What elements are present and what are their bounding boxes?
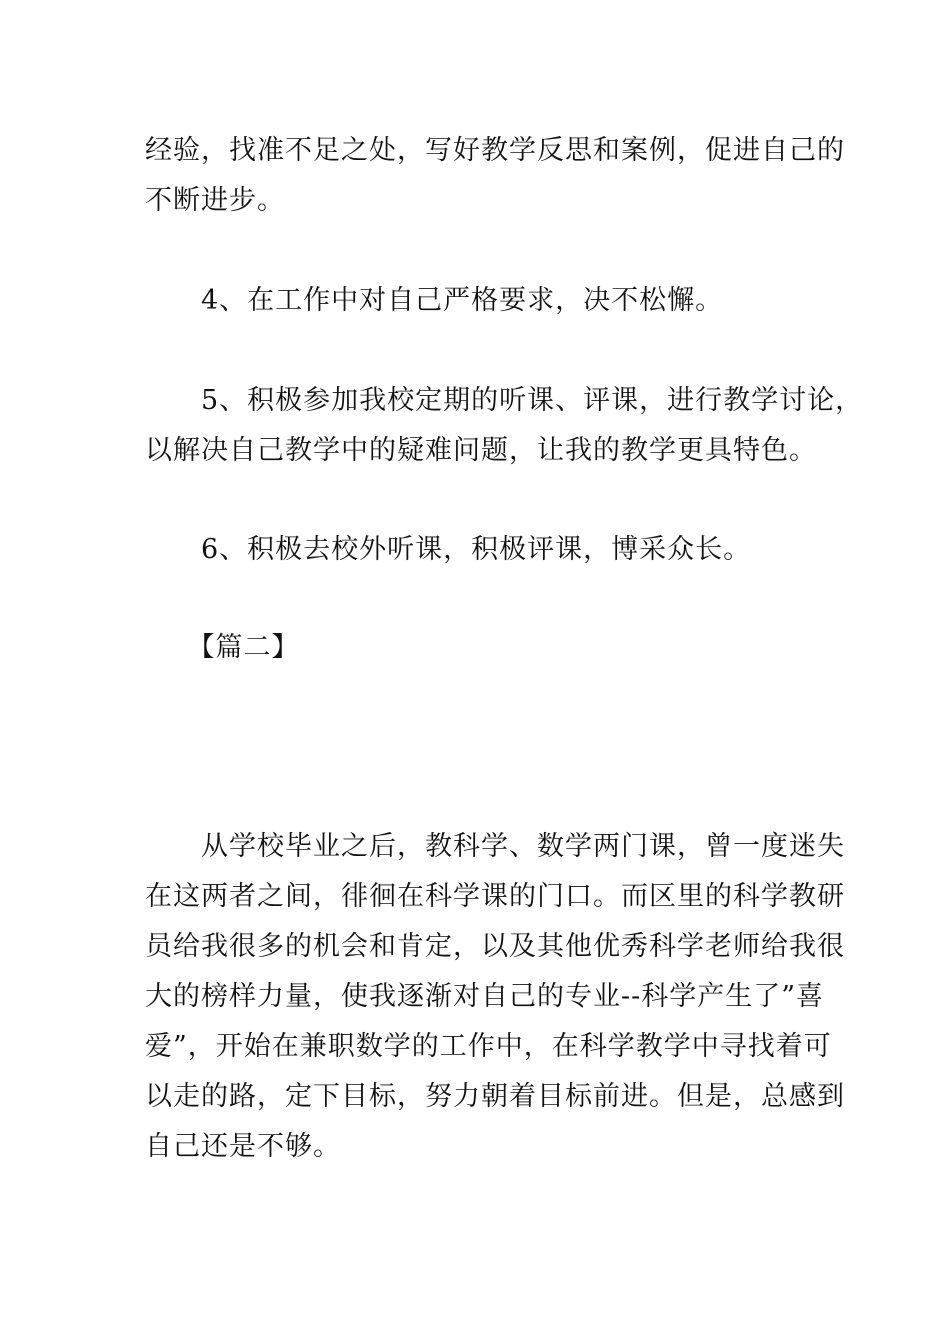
section-heading — [145, 623, 810, 673]
paragraph-reflection-continued — [145, 126, 845, 226]
paragraph-item-5 — [145, 376, 864, 476]
text-line: 爱”，开始在兼职数学的工作中，在科学教学中寻找着可 — [145, 1031, 832, 1062]
text-line: 经验，找准不足之处，写好教学反思和案例，促进自己的 — [145, 135, 845, 166]
text-line: 在这两者之间，徘徊在科学课的门口。而区里的科学教研 — [145, 881, 845, 912]
section-heading-text: 【篇二】 — [145, 632, 300, 663]
paragraph-item-6 — [145, 525, 810, 575]
paragraph-section-two-intro — [145, 822, 845, 1172]
text-line: 不断进步。 — [145, 185, 285, 216]
text-line: 以解决自己教学中的疑难问题，让我的教学更具特色。 — [145, 435, 817, 466]
paragraph-item-4 — [145, 276, 810, 326]
text-line: 自己还是不够。 — [145, 1131, 341, 1162]
text-line: 6、积极去校外听课，积极评课，博采众长。 — [145, 534, 752, 565]
text-line: 员给我很多的机会和肯定，以及其他优秀科学老师给我很 — [145, 931, 845, 962]
text-line: 以走的路，定下目标，努力朝着目标前进。但是，总感到 — [145, 1081, 845, 1112]
text-line: 大的榜样力量，使我逐渐对自己的专业--科学产生了”喜 — [145, 981, 825, 1012]
text-line: 从学校毕业之后，教科学、数学两门课，曾一度迷失 — [145, 831, 845, 862]
text-line: 5、积极参加我校定期的听课、评课，进行教学讨论， — [145, 385, 864, 416]
text-line: 4、在工作中对自己严格要求，决不松懈。 — [145, 285, 724, 316]
